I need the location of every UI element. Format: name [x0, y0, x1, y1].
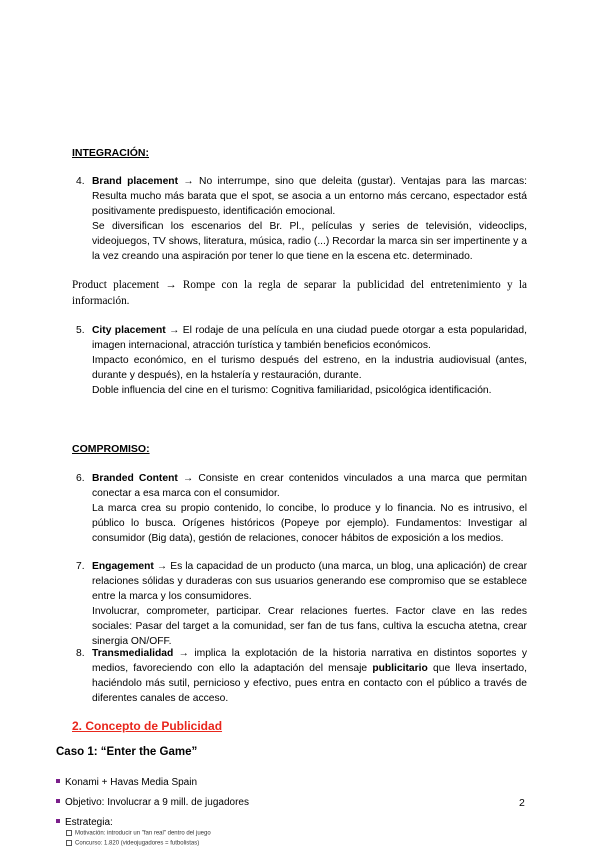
item-paragraph [92, 323, 527, 353]
sub-bullet-concurso [66, 840, 199, 847]
item-paragraph [92, 471, 527, 501]
heading-compromiso: COMPROMISO: [72, 443, 150, 455]
list-item-branded-content [76, 471, 527, 546]
bullet-item-estrategia [56, 817, 113, 828]
sub-bullet-text: Concurso: 1.820 (videojugadores = futbolistas) [75, 840, 200, 847]
item-text: → implica la explotación de la historia narrativa en distintos soportes y medios, favoreciendo con ello la adaptación del mensaje [92, 648, 527, 674]
item-text: → Consiste en crear contenidos vinculados a una marca que permitan conectar a esa marca con el consumidor. [92, 473, 527, 499]
item-term: Brand placement [92, 176, 179, 187]
item-paragraph-2: Involucrar, comprometer, participar. Crear relaciones fuertes. Factor clave en las redes sociales: Pasar del target a la comunidad, ser fan de tus fans, cultiva la escucha atetna, crear sinergia ON/OFF. [92, 606, 527, 647]
item-paragraph-2: Se diversifican los escenarios del Br. Pl., películas y series de televisión, videoclips, videojuegos, TV shows, literatura, música, radio (...) Recordar la marca sin ser impertinente y a la vez creando una aspiración por tener lo que tiene en la escena etc. determinado. [92, 221, 527, 262]
item-text: → El rodaje de una película en una ciudad puede otorgar a esta popularidad, imagen internacional, atracción turística y también beneficios económicos. [92, 325, 528, 351]
sub-bullet-motivacion [66, 830, 211, 837]
checkbox-icon [66, 840, 72, 846]
item-term: Engagement [92, 561, 154, 572]
list-item-brand-placement [76, 174, 527, 264]
item-number: 4. [76, 176, 85, 187]
heading-integracion: INTEGRACIÓN: [72, 147, 149, 159]
page-number: 2 [519, 797, 525, 809]
item-text-end: que lleva insertado, haciéndolo más sutil, pernicioso y efectivo, pues entra en contacto con el público a través de diferentes canales de acceso. [92, 663, 527, 704]
bullet-item-objetivo [56, 797, 249, 808]
sub-bullet-text: Motivación: introducir un "fan real" dentro del juego [75, 830, 211, 837]
bullet-item-konami [56, 777, 197, 788]
bullet-text: Objetivo: Involucrar a 9 mill. de jugadores [65, 797, 249, 808]
item-term: Branded Content [92, 473, 178, 484]
bullet-square-icon [56, 799, 60, 803]
list-item-engagement [76, 559, 527, 649]
case-title: Caso 1: “Enter the Game” [56, 746, 198, 758]
item-number: 6. [76, 473, 85, 484]
list-item-city-placement [76, 323, 528, 398]
item-paragraph-2: Impacto económico, en el turismo después del estreno, en la industria audiovisual (antes, durante y después), en la hstalería y restauración, durante. [92, 355, 527, 381]
section-title: 2. Concepto de Publicidad [72, 719, 223, 733]
item-paragraph [92, 646, 527, 706]
item-paragraph-2: La marca crea su propio contenido, lo concibe, lo produce y lo financia. No es intrusivo, el público lo busca. Orígenes históricos (Popeye por ejemplo). Fundamentos: Investigar al consumidor (Big data), gestión de relaciones, conocer hábitos de exposición a los medios. [92, 503, 527, 544]
bullet-square-icon [56, 779, 60, 783]
item-paragraph [92, 174, 527, 219]
item-paragraph-3: Doble influencia del cine en el turismo: Cognitiva familiaridad, psicológica identificación. [92, 385, 492, 396]
item-paragraph [92, 559, 527, 604]
item-term: Transmedialidad [92, 648, 174, 659]
item-text-bold: publicitario [372, 663, 428, 674]
item-term: City placement [92, 325, 166, 336]
checkbox-icon [66, 830, 72, 836]
bullet-text: Konami + Havas Media Spain [65, 777, 198, 788]
item-number: 7. [76, 561, 85, 572]
bullet-square-icon [56, 819, 60, 823]
item-text: → Es la capacidad de un producto (una marca, un blog, una aplicación) de crear relaciones sólidas y duraderas con sus usuarios generando ese compromiso que se establece entre la marca y los consumidores. [92, 561, 527, 602]
product-placement-note: Product placement → Rompe con la regla de separar la publicidad del entretenimiento y la información. [72, 279, 527, 307]
item-number: 5. [76, 325, 85, 336]
bullet-text: Estrategia: [65, 817, 113, 828]
item-text: → No interrumpe, sino que deleita (gustar). Ventajas para las marcas: Resulta mucho más barata que el spot, se asocia a un entorno más cercano, espectador está positivamente predispuesto, identificación emocional. [92, 176, 527, 217]
item-number: 8. [76, 648, 85, 659]
list-item-transmedialidad [76, 646, 527, 706]
